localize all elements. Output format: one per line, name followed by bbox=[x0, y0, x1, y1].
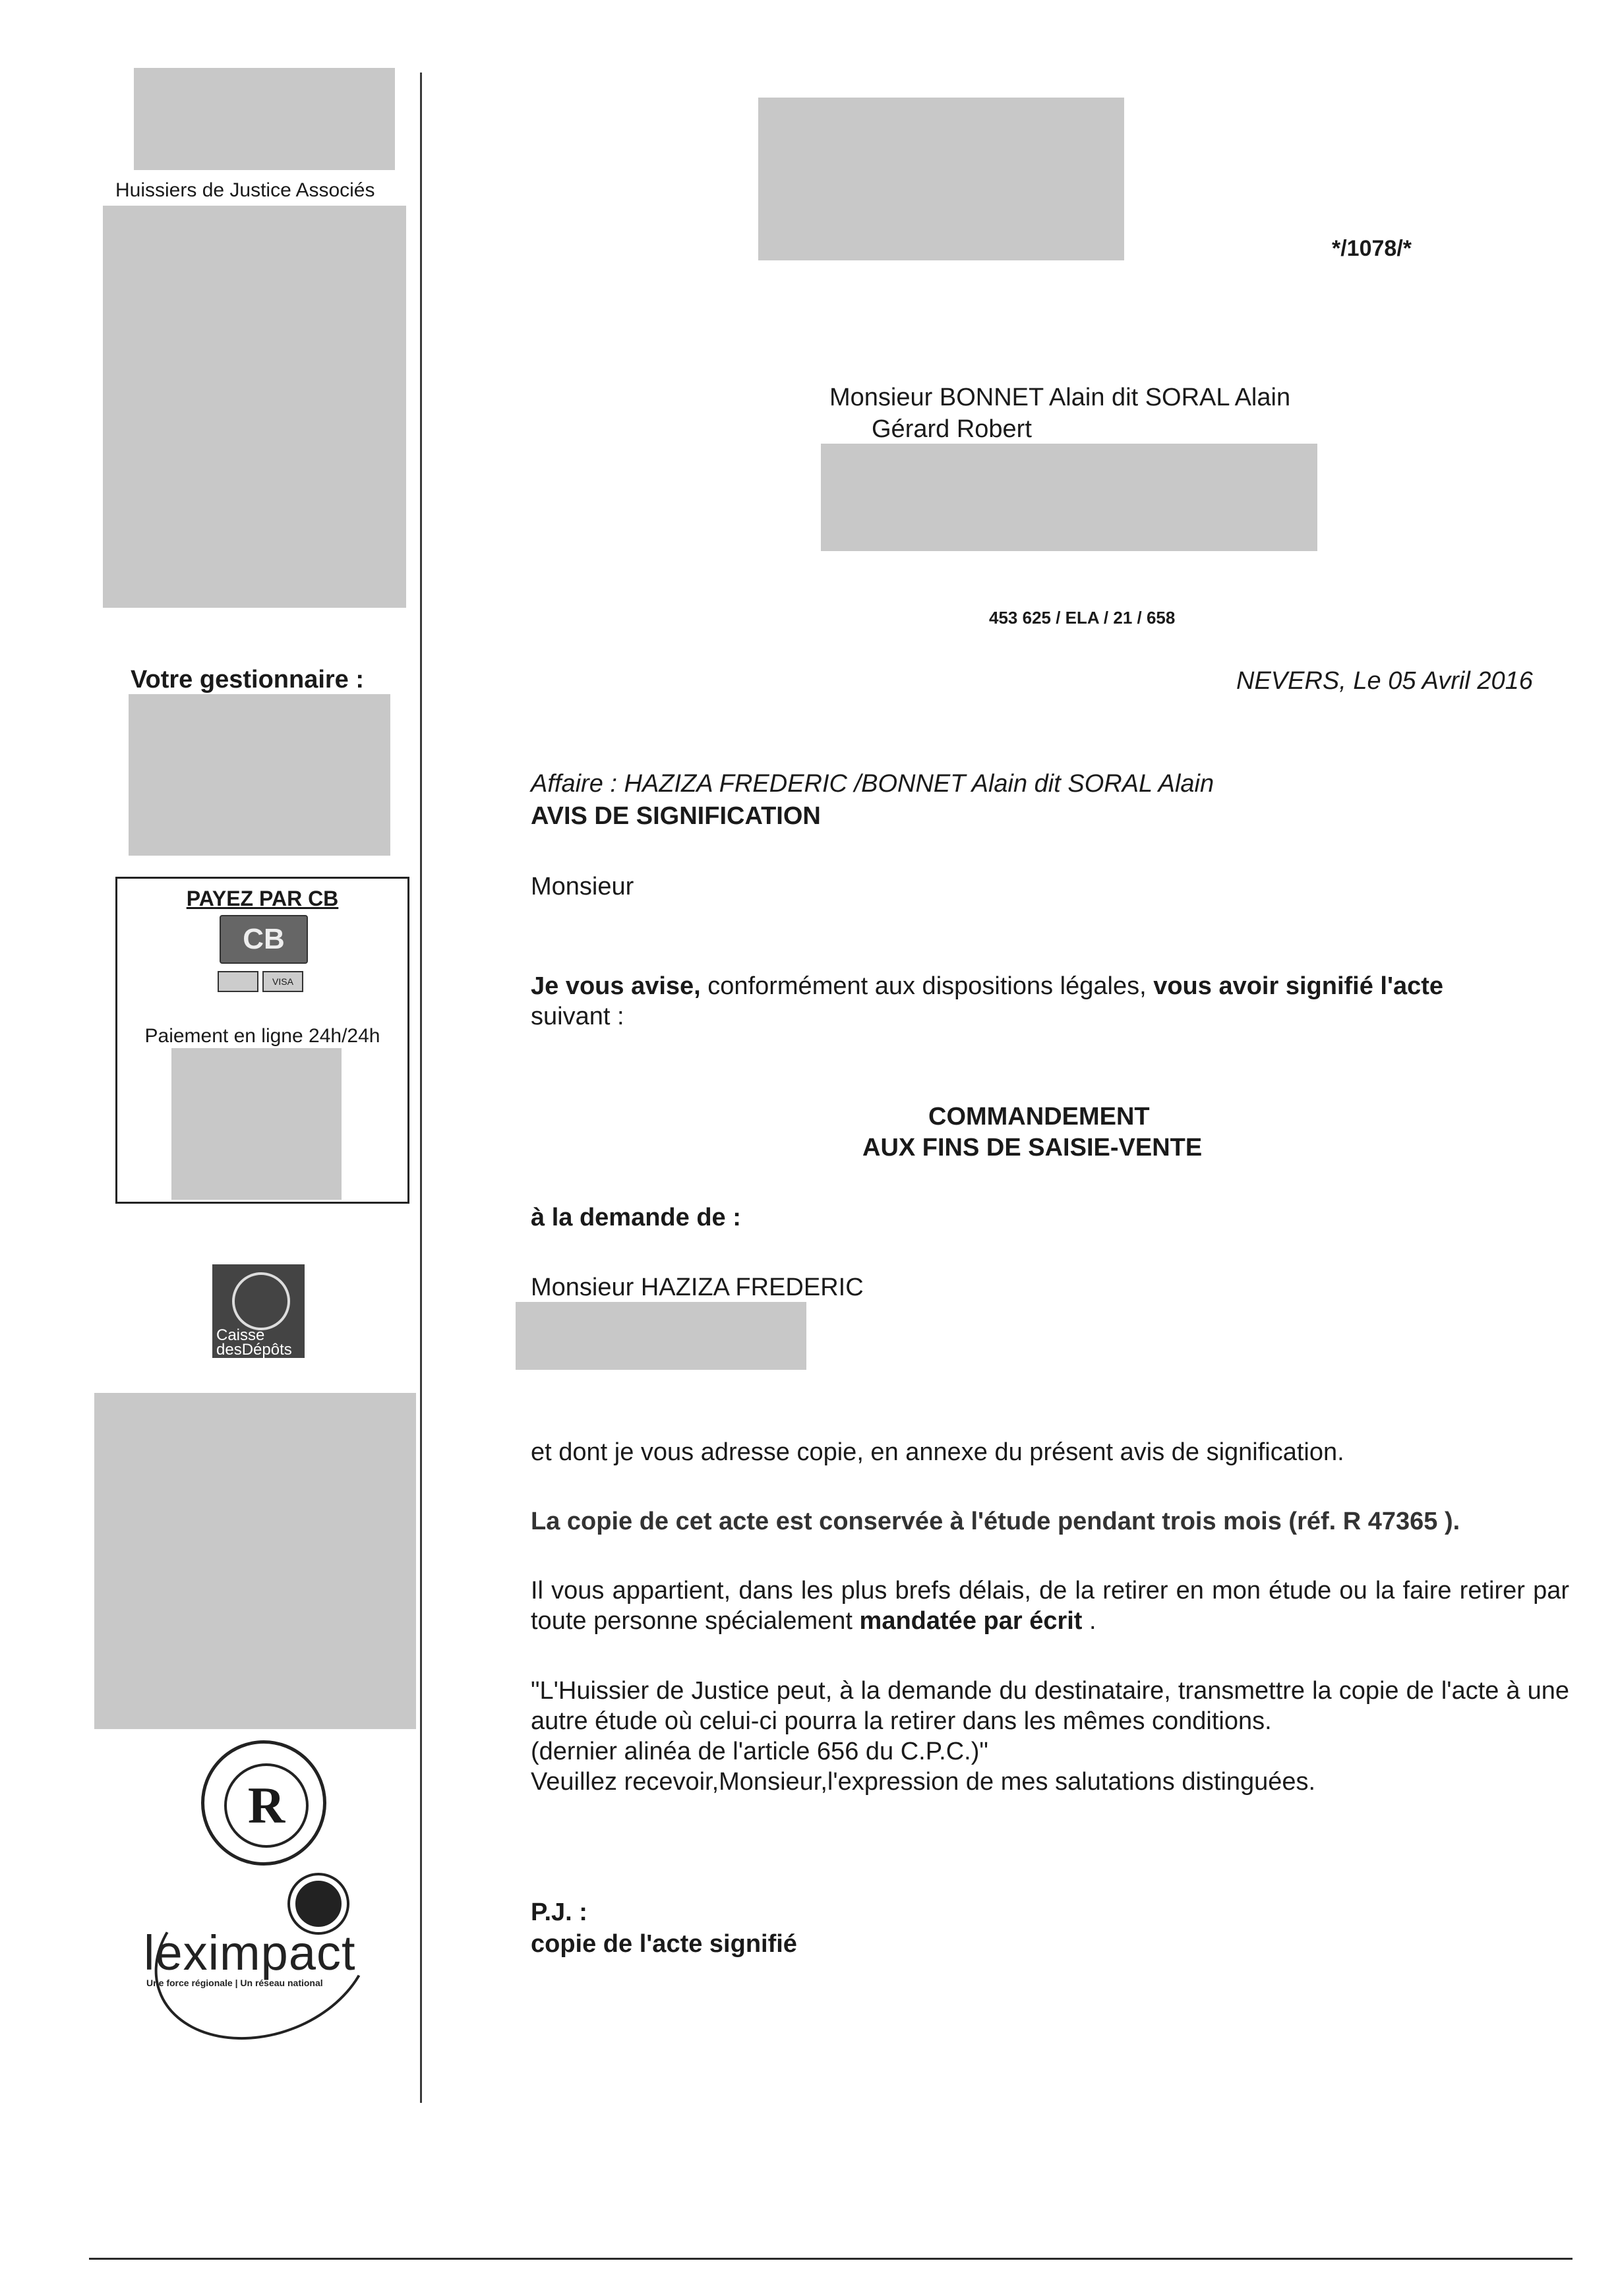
closing-formula: Veuillez recevoir,Monsieur,l'expression de mes salutations distinguées. bbox=[531, 1768, 1316, 1796]
leximpact-dot-icon bbox=[290, 1875, 347, 1932]
notice-paragraph bbox=[531, 971, 1569, 1032]
redacted-firm-logo bbox=[134, 68, 395, 170]
reference-code: */1078/* bbox=[1332, 236, 1412, 261]
payment-title: PAYEZ PAR CB bbox=[186, 887, 339, 910]
salutation: Monsieur bbox=[531, 873, 634, 900]
redacted-firm-details bbox=[103, 206, 406, 608]
lloyds-r-icon: R bbox=[224, 1763, 309, 1848]
retrieval-text: Il vous appartient, dans les plus brefs délais, de la retirer en mon étude ou la faire retirer par toute personne spécialement bbox=[531, 1577, 1569, 1635]
mastercard-icon bbox=[218, 971, 258, 992]
requester-name: Monsieur HAZIZA FREDERIC bbox=[531, 1274, 864, 1301]
firm-label: Huissiers de Justice Associés bbox=[115, 179, 375, 201]
attachments-label: P.J. : bbox=[531, 1899, 587, 1926]
recipient-name-line2: Gérard Robert bbox=[872, 415, 1032, 443]
sidebar-divider bbox=[420, 73, 422, 2103]
redacted-sidebar-block bbox=[94, 1393, 416, 1729]
act-title-2: AUX FINS DE SAISIE-VENTE bbox=[862, 1134, 1203, 1162]
redacted-recipient-address bbox=[821, 444, 1317, 551]
conservation-notice: La copie de cet acte est conservée à l'étude pendant trois mois (réf. R 47365 ). bbox=[531, 1508, 1460, 1535]
caisse-des-depots-logo bbox=[212, 1264, 305, 1358]
notice-line2: suivant : bbox=[531, 1003, 624, 1030]
visa-icon: VISA bbox=[262, 971, 303, 992]
retrieval-bold: mandatée par écrit bbox=[859, 1607, 1083, 1635]
redacted-sender-header bbox=[758, 98, 1124, 260]
leximpact-logo: leximpact bbox=[144, 1926, 356, 1980]
recipient-name: Monsieur BONNET Alain dit SORAL Alain bbox=[829, 384, 1291, 411]
act-title-1: COMMANDEMENT bbox=[928, 1103, 1150, 1131]
notice-bold-b: vous avoir signifié l'acte bbox=[1153, 972, 1444, 1000]
payment-online-label: Paiement en ligne 24h/24h bbox=[144, 1025, 380, 1047]
request-label: à la demande de : bbox=[531, 1204, 741, 1231]
letter-title: AVIS DE SIGNIFICATION bbox=[531, 802, 821, 830]
attachment-item: copie de l'acte signifié bbox=[531, 1930, 797, 1958]
notice-text: conformément aux dispositions légales, bbox=[700, 972, 1154, 1000]
cdc-logo-line2: desDépôts bbox=[216, 1341, 292, 1359]
lloyds-register-iso9001-logo bbox=[201, 1740, 326, 1866]
affaire-line: Affaire : HAZIZA FREDERIC /BONNET Alain dit SORAL Alain bbox=[531, 770, 1214, 798]
notice-bold-a: Je vous avise, bbox=[531, 972, 701, 1000]
retrieval-paragraph bbox=[531, 1575, 1569, 1636]
payment-box bbox=[115, 877, 409, 1204]
redacted-requester-address bbox=[516, 1302, 806, 1370]
footer-rule bbox=[89, 2258, 1573, 2260]
manager-label: Votre gestionnaire : bbox=[131, 666, 365, 693]
redacted-manager bbox=[129, 694, 390, 856]
legal-quote-text: "L'Huissier de Justice peut, à la demande du destinataire, transmettre la copie de l'acte à une autre étude où celui-ci pourra la retirer dans les mêmes conditions. bbox=[531, 1677, 1569, 1735]
legal-quote bbox=[531, 1676, 1569, 1797]
leximpact-tagline: Une force régionale | Un réseau national bbox=[146, 1978, 323, 1988]
copy-line: et dont je vous adresse copie, en annexe du présent avis de signification. bbox=[531, 1438, 1344, 1466]
file-number: 453 625 / ELA / 21 / 658 bbox=[989, 608, 1176, 628]
retrieval-end: . bbox=[1082, 1607, 1096, 1635]
cdc-seal-icon bbox=[232, 1272, 290, 1330]
cdc-logo-line1: Caisse bbox=[216, 1326, 265, 1344]
legal-quote-ref: (dernier alinéa de l'article 656 du C.P.C.)" bbox=[531, 1738, 988, 1765]
cb-card-icon: CB bbox=[220, 915, 308, 964]
place-date: NEVERS, Le 05 Avril 2016 bbox=[1236, 667, 1533, 695]
